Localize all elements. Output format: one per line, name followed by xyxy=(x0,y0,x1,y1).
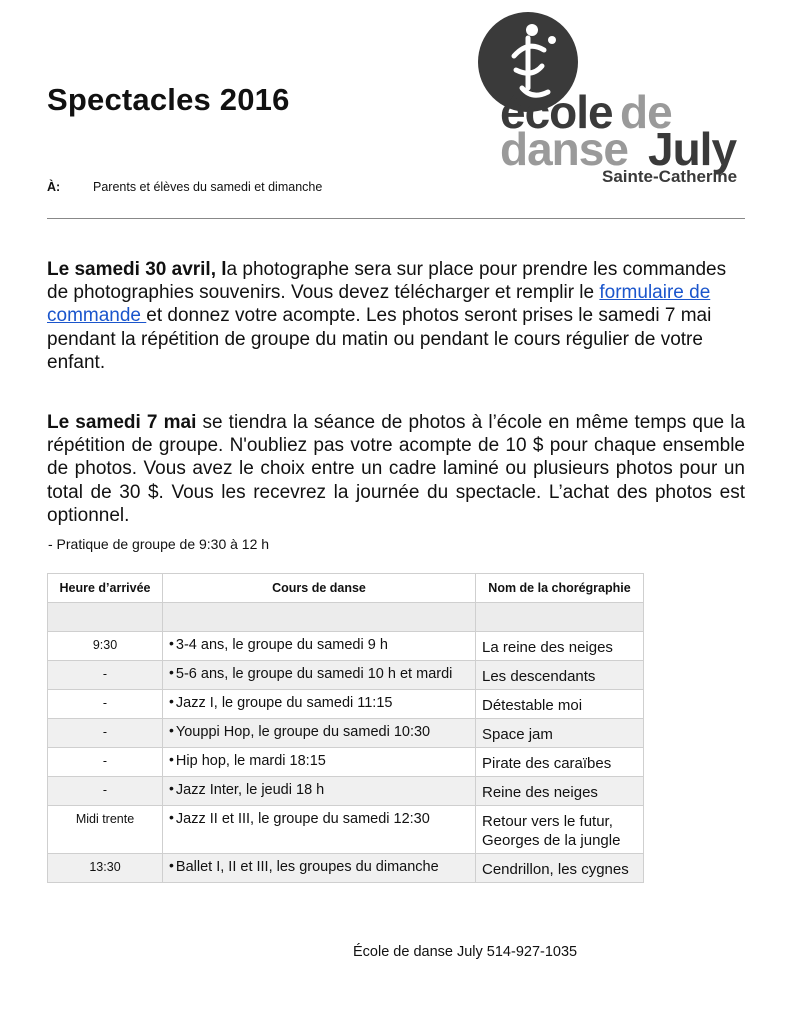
arrival-time: - xyxy=(48,690,163,719)
bullet-icon: • xyxy=(169,664,174,680)
table-header-row xyxy=(48,574,644,603)
schedule-table xyxy=(47,573,644,883)
logo-text-july: July xyxy=(648,123,737,175)
table-row xyxy=(48,632,644,661)
course-name: 5-6 ans, le groupe du samedi 10 h et mardi xyxy=(175,666,453,682)
table-row xyxy=(48,777,644,806)
logo-text-de: de xyxy=(620,86,672,138)
bullet-icon: • xyxy=(169,635,174,651)
choreography-name: Pirate des caraïbes xyxy=(476,748,644,777)
choreography-name: Cendrillon, les cygnes xyxy=(476,854,644,883)
bullet-icon: • xyxy=(169,809,174,825)
course-name: 3-4 ans, le groupe du samedi 9 h xyxy=(175,637,388,653)
course-name: Jazz Inter, le jeudi 18 h xyxy=(175,782,325,798)
column-header-choreography: Nom de la chorégraphie xyxy=(476,574,644,603)
choreography-name: La reine des neiges xyxy=(476,632,644,661)
bullet-icon: • xyxy=(169,857,174,873)
choreography-name: Retour vers le futur, Georges de la jungle xyxy=(476,806,644,854)
course-name: Ballet I, II et III, les groupes du dimanche xyxy=(175,859,439,875)
table-row xyxy=(48,690,644,719)
logo-text-danse: danse xyxy=(500,123,628,175)
bullet-icon: • xyxy=(169,751,174,767)
paragraph-2-text: se tiendra la séance de photos à l’école en même temps que la répétition de groupe. N'oubliez pas votre acompte de 10 $ pour chaque ensemble de photos. Vous avez le choix entre un cadre laminé ou plusieurs photos pour un total de 30 $. Vous les recevrez la journée du spectacle. L’achat des photos est optionnel. xyxy=(47,412,746,526)
order-form-link[interactable]: formulaire de commande xyxy=(47,282,711,327)
arrival-time: Midi trente xyxy=(48,806,163,854)
course-name: Jazz I, le groupe du samedi 11:15 xyxy=(175,695,393,711)
course-name: Hip hop, le mardi 18:15 xyxy=(175,753,326,769)
choreography-name: Les descendants xyxy=(476,661,644,690)
table-row xyxy=(48,719,644,748)
arrival-time: 13:30 xyxy=(48,854,163,883)
paragraph-photo-session xyxy=(47,411,745,527)
bullet-icon: • xyxy=(169,693,174,709)
bullet-icon: • xyxy=(169,780,174,796)
course-name: Jazz II et III, le groupe du samedi 12:30 xyxy=(175,811,430,827)
column-header-arrival: Heure d’arrivée xyxy=(48,574,163,603)
logo-text-ecole: école xyxy=(500,86,613,138)
choreography-name: Space jam xyxy=(476,719,644,748)
table-row xyxy=(48,661,644,690)
arrival-time: - xyxy=(48,777,163,806)
page-title: Spectacles 2016 xyxy=(47,82,290,117)
paragraph-2-lead: Le samedi 7 mai xyxy=(47,412,197,433)
arrival-time: - xyxy=(48,719,163,748)
course-name: Youppi Hop, le groupe du samedi 10:30 xyxy=(175,724,431,740)
table-row xyxy=(48,748,644,777)
recipient-line xyxy=(47,180,322,194)
paragraph-1-text: a photographe sera sur place pour prendre les commandes de photographies souvenirs. Vous devez télécharger et remplir le xyxy=(47,259,727,304)
arrival-time: - xyxy=(48,748,163,777)
paragraph-1-text-end: et donnez votre acompte. Les photos seront prises le samedi 7 mai pendant la répétition de groupe du matin ou pendant le cours régulier de votre enfant. xyxy=(47,305,712,373)
bullet-icon: • xyxy=(169,722,174,738)
footer-contact: École de danse July 514-927-1035 xyxy=(353,944,578,960)
school-logo xyxy=(470,8,760,188)
choreography-name: Reine des neiges xyxy=(476,777,644,806)
table-row-empty xyxy=(48,603,644,632)
recipient-value: Parents et élèves du samedi et dimanche xyxy=(93,180,323,194)
table-row xyxy=(48,806,644,854)
arrival-time: 9:30 xyxy=(48,632,163,661)
header-divider xyxy=(47,218,745,219)
logo-text-location: Sainte-Catherine xyxy=(602,167,738,186)
choreography-name: Détestable moi xyxy=(476,690,644,719)
paragraph-photographer xyxy=(47,258,745,374)
paragraph-1-lead: Le samedi 30 avril, l xyxy=(47,259,227,280)
recipient-label: À: xyxy=(47,180,61,194)
table-row xyxy=(48,854,644,883)
practice-note: - Pratique de groupe de 9:30 à 12 h xyxy=(48,536,270,552)
arrival-time: - xyxy=(48,661,163,690)
column-header-course: Cours de danse xyxy=(163,574,476,603)
